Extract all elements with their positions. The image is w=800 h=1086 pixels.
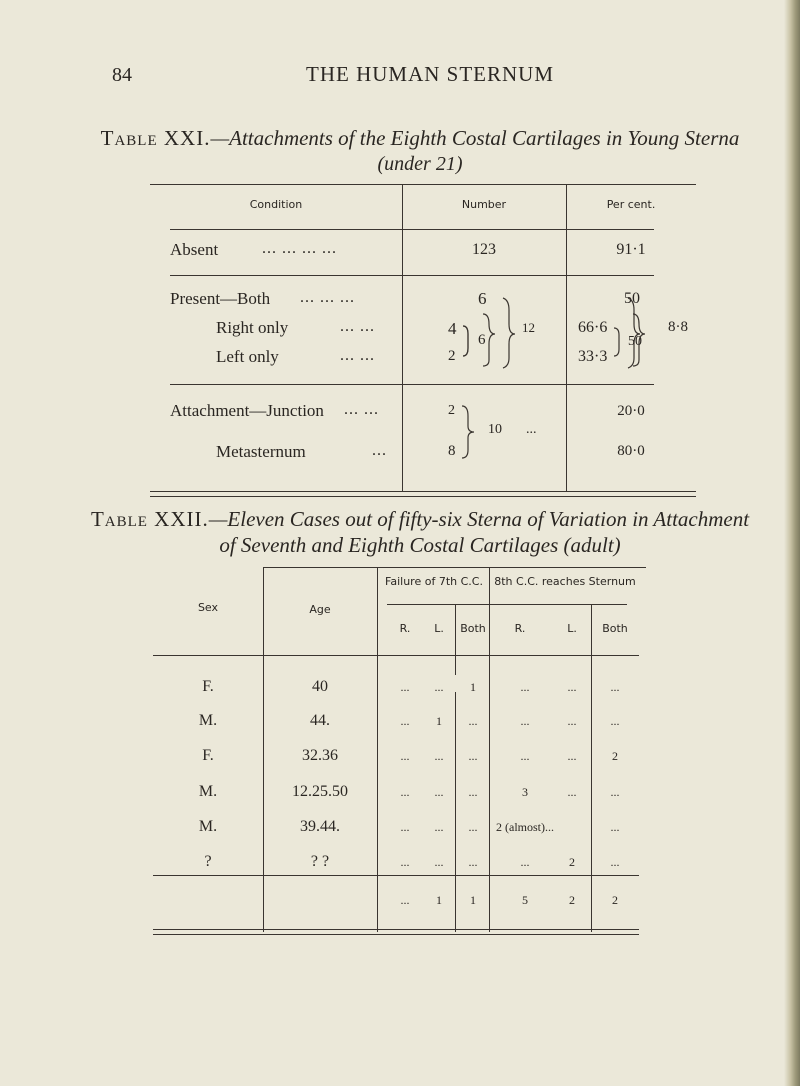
- left-only-number: 2: [448, 348, 456, 364]
- t22-cell-both1: 1: [470, 680, 476, 694]
- right-only-number: 4: [448, 319, 457, 338]
- page-edge: [784, 0, 800, 1086]
- absent-label: Absent: [170, 240, 219, 259]
- junction-label: Attachment—Junction: [170, 401, 324, 420]
- attachment-total: 10: [488, 422, 502, 437]
- left-only-percent: 33·3: [578, 348, 608, 365]
- right-only-leaders: ... ...: [340, 318, 375, 335]
- metasternum-number: 8: [448, 443, 456, 459]
- t22-cell-sex: M.: [198, 783, 218, 800]
- table21-row-rule-2: [170, 384, 654, 385]
- t22-cell-both1: ...: [468, 785, 478, 799]
- t22-cell-l1: ...: [434, 820, 444, 834]
- t22-cell-sex: F.: [202, 747, 214, 764]
- left-only-label: Left only: [216, 347, 279, 366]
- t22-cell-both1: ...: [468, 714, 478, 728]
- t22-cell-l2: ...: [567, 714, 577, 728]
- t22-total-rule: [153, 875, 639, 876]
- present-total-percent: 8·8: [668, 319, 688, 335]
- t22-cell-l2: ...: [567, 749, 577, 763]
- t22-cell-r1: ...: [400, 714, 410, 728]
- present-both-leaders: ... ... ...: [300, 289, 355, 306]
- table21-label: Table XXI.: [100, 126, 211, 150]
- t22-cell-l1: ...: [434, 680, 444, 694]
- t22-cell-r1: ...: [400, 785, 410, 799]
- t22-header-rule: [153, 655, 639, 656]
- t22-header-age: Age: [309, 603, 331, 616]
- junction-number: 2: [448, 403, 455, 418]
- table21-row-rule-1: [170, 275, 654, 276]
- present-sub-total: 6: [478, 332, 486, 348]
- t22-cell-both2: ...: [610, 714, 620, 728]
- t22-header-both1: Both: [460, 622, 486, 635]
- t22-cell-both1: ...: [468, 749, 478, 763]
- t22-cell-l1: ...: [434, 855, 444, 869]
- t22-cell-sex: F.: [202, 678, 214, 695]
- t22-cell-r2: ...: [520, 749, 530, 763]
- present-sub-percent: 50: [628, 334, 642, 349]
- present-braces: [455, 290, 695, 370]
- t22-cell-r1: ...: [400, 749, 410, 763]
- t22-v-both1: [455, 605, 456, 675]
- t22-total-r2: 5: [522, 893, 528, 907]
- t22-cell-l2: ...: [567, 785, 577, 799]
- t22-cell-sex: M.: [198, 712, 218, 729]
- t22-cell-both1: ...: [468, 855, 478, 869]
- t22-cell-both2: 2: [612, 749, 618, 763]
- t22-cell-sex: M.: [198, 818, 218, 835]
- table22-caption: [80, 507, 760, 532]
- t22-header-l1: L.: [434, 622, 444, 635]
- table21-header-number: Number: [461, 198, 507, 211]
- table21-top-rule: [150, 184, 696, 185]
- t22-cell-r1: ...: [400, 680, 410, 694]
- t22-cell-both2: ...: [610, 820, 620, 834]
- absent-leaders: ... ... ... ...: [262, 240, 337, 257]
- t22-header-r2: R.: [514, 622, 526, 635]
- attachment-dots: ...: [526, 422, 537, 437]
- table21-title: —Attachments of the Eighth Costal Cartilages in Young Sterna: [210, 126, 740, 150]
- t22-cell-r2: ...: [520, 680, 530, 694]
- right-only-label: Right only: [216, 318, 289, 337]
- junction-leaders: ... ...: [344, 401, 379, 418]
- t22-cell-both1: ...: [468, 820, 478, 834]
- t22-total-both1: 1: [470, 893, 476, 907]
- table22-caption-line2: of Seventh and Eighth Costal Cartilages (adult): [219, 533, 621, 557]
- table21-header-percent: Per cent.: [606, 198, 656, 211]
- t22-cell-r2: 2 (almost)...: [496, 820, 554, 834]
- t22-cell-r1: ...: [400, 820, 410, 834]
- present-both-number: 6: [478, 289, 487, 308]
- t22-cell-both2: ...: [610, 855, 620, 869]
- metasternum-leaders: ...: [372, 442, 387, 459]
- t22-group1-header: Failure of 7th C.C.: [385, 575, 483, 588]
- metasternum-percent: 80·0: [617, 443, 645, 459]
- t22-cell-age: 40: [312, 678, 328, 695]
- metasternum-label: Metasternum: [216, 442, 306, 461]
- t22-cell-age: 32.36: [302, 747, 338, 764]
- t22-header-r1: R.: [399, 622, 411, 635]
- t22-cell-r2: ...: [520, 855, 530, 869]
- t22-cell-r1: ...: [400, 855, 410, 869]
- present-both-percent: 50: [624, 290, 640, 307]
- present-both-label: Present—Both: [170, 289, 271, 308]
- table21-subcaption: (under 21): [377, 153, 463, 175]
- table22-label: Table XXII.: [90, 507, 209, 531]
- running-title: THE HUMAN STERNUM: [306, 62, 554, 86]
- table21-header-rule: [170, 229, 654, 230]
- absent-number: 123: [472, 241, 496, 258]
- t22-cell-l1: ...: [434, 749, 444, 763]
- t22-header-l2: L.: [567, 622, 577, 635]
- table21-header-condition: Condition: [249, 198, 303, 211]
- t22-total-both2: 2: [612, 893, 618, 907]
- t22-header-both2: Both: [602, 622, 628, 635]
- absent-percent: 91·1: [616, 241, 646, 258]
- t22-total-l2: 2: [569, 893, 575, 907]
- left-only-leaders: ... ...: [340, 347, 375, 364]
- t22-group-rule: [387, 604, 627, 605]
- t22-cell-r2: ...: [520, 714, 530, 728]
- t22-cell-l1: 1: [436, 714, 442, 728]
- t22-total-r1: ...: [400, 893, 410, 907]
- table22-top-rule: [263, 567, 646, 568]
- attachment-brace: [458, 402, 488, 462]
- right-only-percent: 66·6: [578, 319, 608, 336]
- junction-percent: 20·0: [617, 403, 645, 419]
- t22-group2-header: 8th C.C. reaches Sternum: [494, 575, 636, 588]
- t22-cell-age: ? ?: [310, 853, 330, 870]
- t22-v-age-right: [377, 567, 378, 932]
- t22-cell-age: 39.44.: [300, 818, 340, 835]
- t22-cell-r2: 3: [522, 785, 528, 799]
- t22-total-l1: 1: [436, 893, 442, 907]
- t22-header-sex: Sex: [197, 601, 219, 614]
- t22-cell-l2: ...: [567, 680, 577, 694]
- t22-cell-both2: ...: [610, 785, 620, 799]
- t22-bottom-rule: [153, 929, 639, 935]
- table21-bottom-rule: [150, 491, 696, 497]
- table22-title: —Eleven Cases out of fifty-six Sterna of Variation in Attachment: [208, 507, 750, 531]
- t22-cell-l1: ...: [434, 785, 444, 799]
- t22-cell-both2: ...: [610, 680, 620, 694]
- t22-cell-age: 44.: [310, 712, 330, 729]
- table21-caption: [100, 126, 740, 151]
- present-total: 12: [522, 320, 535, 335]
- t22-cell-l2: 2: [569, 855, 575, 869]
- table21-col-divider-1: [402, 184, 403, 492]
- page-number: 84: [112, 64, 132, 86]
- t22-cell-age: 12.25.50: [292, 783, 348, 800]
- t22-cell-sex: ?: [204, 853, 212, 870]
